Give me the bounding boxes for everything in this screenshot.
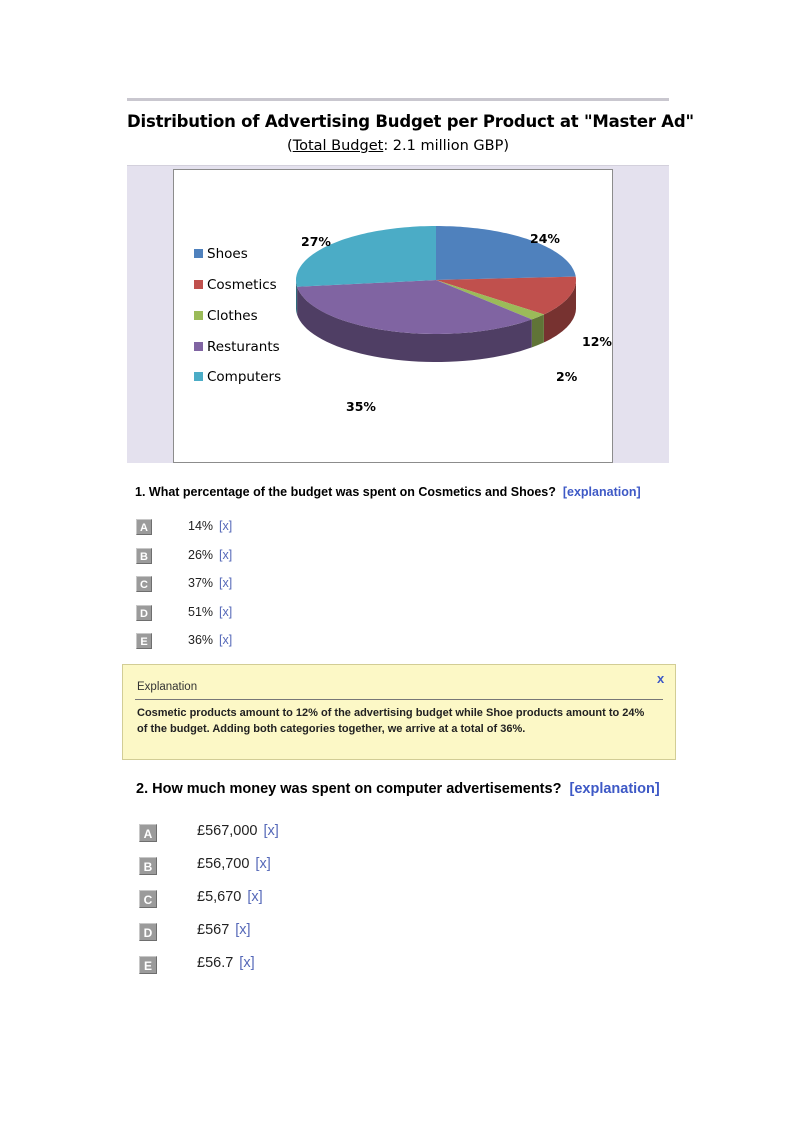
option-text <box>197 889 263 905</box>
option-value: 51% <box>188 604 214 619</box>
subtitle-rest: : 2.1 million GBP) <box>383 138 509 154</box>
option-text <box>188 633 232 647</box>
option-letter-badge[interactable]: D <box>136 605 152 621</box>
option-text <box>188 519 232 533</box>
chart-card <box>127 98 694 463</box>
subtitle-open: ( <box>287 138 293 154</box>
option-x-link[interactable]: [x] <box>219 604 233 619</box>
option-letter-badge[interactable]: A <box>139 824 157 842</box>
pie-label-computers: 27% <box>301 234 331 249</box>
legend-label: Shoes <box>207 246 248 262</box>
chart-header <box>127 101 694 166</box>
legend-label: Clothes <box>207 308 258 324</box>
option-x-link[interactable]: [x] <box>219 633 233 647</box>
explanation-box <box>122 664 676 760</box>
option-x-link[interactable]: [x] <box>219 547 233 562</box>
option-value: £567,000 <box>197 823 258 839</box>
chart-title: Distribution of Advertising Budget per Product at "Master Ad" <box>127 112 694 131</box>
option-text <box>197 955 255 971</box>
option-x-link[interactable]: [x] <box>219 576 233 590</box>
plot-frame <box>173 169 613 463</box>
pie-label-cosmetics: 12% <box>582 334 612 349</box>
option-text <box>188 605 232 619</box>
option-letter-badge[interactable]: E <box>139 956 157 974</box>
question-1-explanation-link[interactable]: [explanation] <box>562 485 641 499</box>
question-2-explanation-link[interactable]: [explanation] <box>569 781 660 797</box>
subtitle-underlined: Total Budget <box>292 138 384 154</box>
option-letter-badge[interactable]: B <box>139 857 157 875</box>
question-1 <box>135 485 641 499</box>
explanation-divider <box>135 699 663 700</box>
question-2 <box>136 781 660 797</box>
option-value: 36% <box>188 633 214 647</box>
legend-label: Cosmetics <box>207 277 277 293</box>
option-x-link[interactable]: [x] <box>239 955 255 971</box>
pie-label-shoes: 24% <box>530 231 560 246</box>
option-text <box>188 576 232 590</box>
option-letter-badge[interactable]: E <box>136 633 152 649</box>
explanation-close-button[interactable]: x <box>657 671 665 686</box>
option-letter-badge[interactable]: D <box>139 923 157 941</box>
option-value: £567 <box>197 922 230 938</box>
option-x-link[interactable]: [x] <box>263 823 279 839</box>
question-2-text: 2. How much money was spent on computer advertisements? <box>136 781 562 797</box>
pie-label-clothes: 2% <box>556 369 578 384</box>
option-text <box>188 548 232 562</box>
option-letter-badge[interactable]: B <box>136 548 152 564</box>
option-x-link[interactable]: [x] <box>219 519 233 533</box>
legend-label: Computers <box>207 369 282 385</box>
option-x-link[interactable]: [x] <box>255 856 271 872</box>
legend-label: Resturants <box>207 339 280 355</box>
option-value: 37% <box>188 576 214 590</box>
option-value: £56.7 <box>197 955 234 971</box>
question-1-text: 1. What percentage of the budget was spent on Cosmetics and Shoes? <box>135 485 556 499</box>
explanation-heading: Explanation <box>137 681 198 693</box>
option-value: 14% <box>188 519 214 533</box>
option-letter-badge[interactable]: C <box>136 576 152 592</box>
pie-side-clothes <box>532 314 544 347</box>
option-x-link[interactable]: [x] <box>247 889 263 905</box>
chart-subtitle <box>127 138 669 154</box>
option-text <box>197 823 279 839</box>
pie-label-resturants: 35% <box>346 399 376 414</box>
explanation-text: Cosmetic products amount to 12% of the advertising budget while Shoe products amount to 24% of the budget. Adding both categories together, we arrive at a total of 36%. <box>137 707 645 735</box>
option-value: 26% <box>188 547 214 562</box>
option-letter-badge[interactable]: C <box>139 890 157 908</box>
option-letter-badge[interactable]: A <box>136 519 152 535</box>
pie-chart <box>174 170 612 462</box>
option-value: £56,700 <box>197 856 250 872</box>
option-value: £5,670 <box>197 889 242 905</box>
option-text <box>197 856 271 872</box>
option-x-link[interactable]: [x] <box>235 922 251 938</box>
option-text <box>197 922 251 938</box>
